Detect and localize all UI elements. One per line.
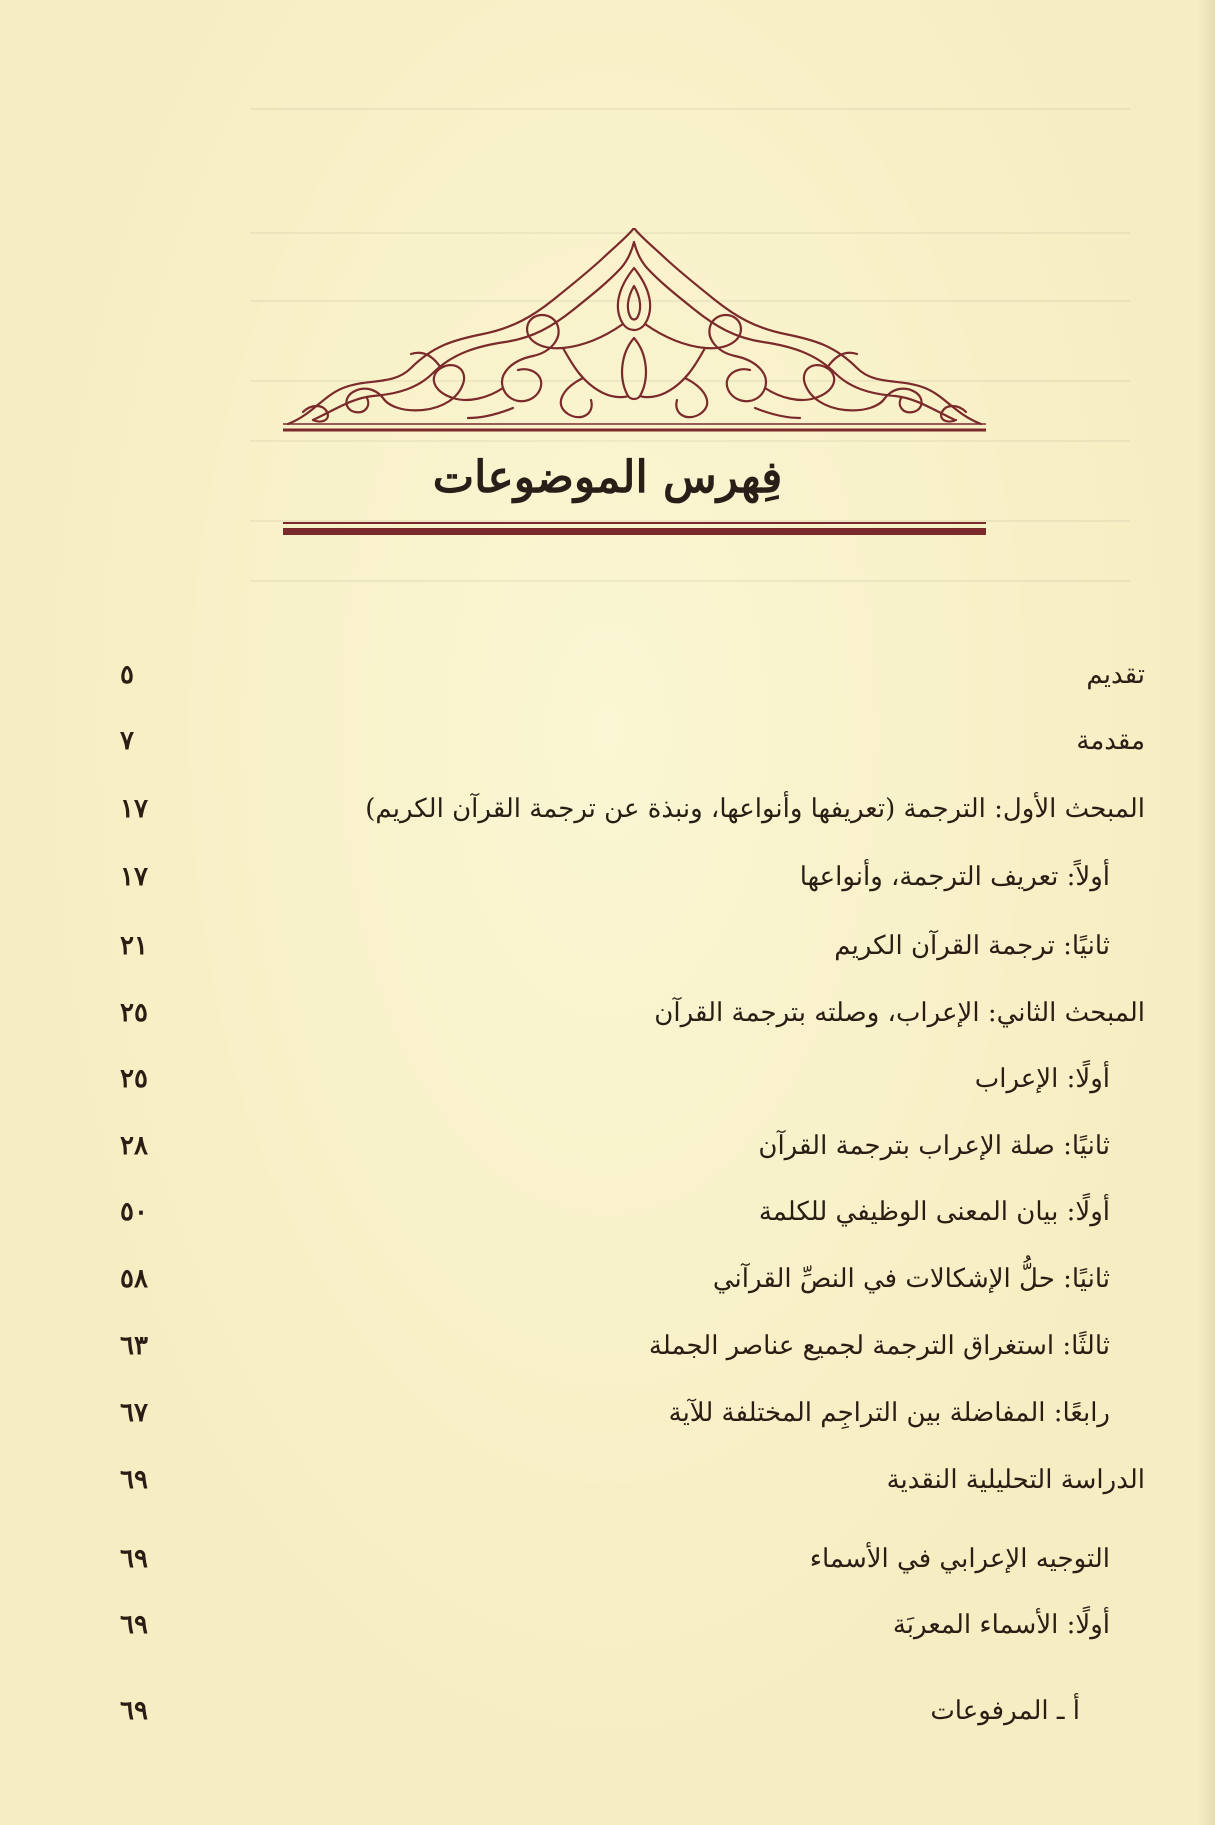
toc-entry[interactable] xyxy=(120,1251,1110,1307)
toc-page-number: ٦٩ xyxy=(120,1544,148,1574)
toc-entry-title: تقديم xyxy=(1086,660,1145,690)
dot-leader xyxy=(186,1452,873,1508)
toc-entry[interactable] xyxy=(120,1452,1145,1508)
toc-entry-title: ثانيًا: ترجمة القرآن الكريم xyxy=(834,931,1110,961)
dot-leader xyxy=(186,1597,879,1653)
toc-entry[interactable] xyxy=(120,918,1110,974)
toc-page-number: ٦٩ xyxy=(120,1696,148,1726)
page-title: فِهرس الموضوعات xyxy=(432,452,783,503)
toc-entry[interactable] xyxy=(120,647,1145,703)
dot-leader xyxy=(186,849,786,905)
toc-page-number: ٥٨ xyxy=(120,1264,148,1294)
toc-page-number: ٢٥ xyxy=(120,998,148,1028)
toc-page-number: ٧ xyxy=(120,726,134,756)
toc-entry-title: ثانيًا: صلة الإعراب بترجمة القرآن xyxy=(758,1131,1110,1161)
dot-leader xyxy=(186,985,640,1041)
toc-entry-title: التوجيه الإعرابي في الأسماء xyxy=(809,1544,1110,1574)
dot-leader xyxy=(186,1118,744,1174)
dot-leader xyxy=(186,781,351,837)
dot-leader xyxy=(186,1318,635,1374)
toc-entry-title: أولاً: تعريف الترجمة، وأنواعها xyxy=(799,862,1110,892)
toc-entry[interactable] xyxy=(120,1051,1110,1107)
toc-entry[interactable] xyxy=(120,1683,1080,1739)
toc-page-number: ١٧ xyxy=(120,862,148,892)
dot-leader xyxy=(186,647,1072,703)
page-edge-shadow xyxy=(1197,0,1215,1825)
dot-leader xyxy=(186,1051,961,1107)
toc-entry[interactable] xyxy=(120,985,1145,1041)
toc-entry[interactable] xyxy=(120,1597,1110,1653)
toc-page-number: ٢١ xyxy=(120,931,148,961)
toc-entry[interactable] xyxy=(120,1385,1110,1441)
toc-page-number: ٢٨ xyxy=(120,1131,148,1161)
dot-leader xyxy=(186,713,1062,769)
toc-entry-title: المبحث الثاني: الإعراب، وصلته بترجمة القرآن xyxy=(654,998,1145,1028)
toc-page-number: ١٧ xyxy=(120,794,148,824)
dot-leader xyxy=(186,1683,916,1739)
toc-entry-title: الدراسة التحليلية النقدية xyxy=(886,1465,1145,1495)
toc-entry-title: أولًا: بيان المعنى الوظيفي للكلمة xyxy=(758,1197,1110,1227)
toc-page-number: ٦٩ xyxy=(120,1610,148,1640)
toc-entry-title: أولًا: الأسماء المعربَة xyxy=(892,1610,1110,1640)
dot-leader xyxy=(186,1531,796,1587)
toc-entry-title: رابعًا: المفاضلة بين التراجِم المختلفة للآية xyxy=(668,1398,1110,1428)
dot-leader xyxy=(186,1385,655,1441)
toc-entry[interactable] xyxy=(120,781,1145,837)
toc-page-number: ٦٧ xyxy=(120,1398,148,1428)
toc-entry-title: أ ـ المرفوعات xyxy=(930,1696,1080,1726)
toc-entry[interactable] xyxy=(120,1118,1110,1174)
toc-page-number: ٢٥ xyxy=(120,1064,148,1094)
toc-entry[interactable] xyxy=(120,713,1145,769)
toc-page-number: ٦٩ xyxy=(120,1465,148,1495)
dot-leader xyxy=(186,1184,745,1240)
toc-entry[interactable] xyxy=(120,1318,1110,1374)
dot-leader xyxy=(186,1251,699,1307)
toc-entry[interactable] xyxy=(120,849,1110,905)
dot-leader xyxy=(186,918,820,974)
toc-entry-title: أولًا: الإعراب xyxy=(974,1064,1110,1094)
toc-page-number: ٦٣ xyxy=(120,1331,148,1361)
toc-entry-title: مقدمة xyxy=(1076,726,1145,756)
toc-page-number: ٥٠ xyxy=(120,1197,148,1227)
toc-page-number: ٥ xyxy=(120,660,134,690)
toc-entry[interactable] xyxy=(120,1531,1110,1587)
toc-entry[interactable] xyxy=(120,1184,1110,1240)
toc-entry-title: المبحث الأول: الترجمة (تعريفها وأنواعها، ونبذة عن ترجمة القرآن الكريم) xyxy=(365,794,1145,824)
toc-entry-title: ثانيًا: حلُّ الإشكالات في النصِّ القرآني xyxy=(712,1264,1110,1294)
toc-entry-title: ثالثًا: استغراق الترجمة لجميع عناصر الجملة xyxy=(648,1331,1110,1361)
